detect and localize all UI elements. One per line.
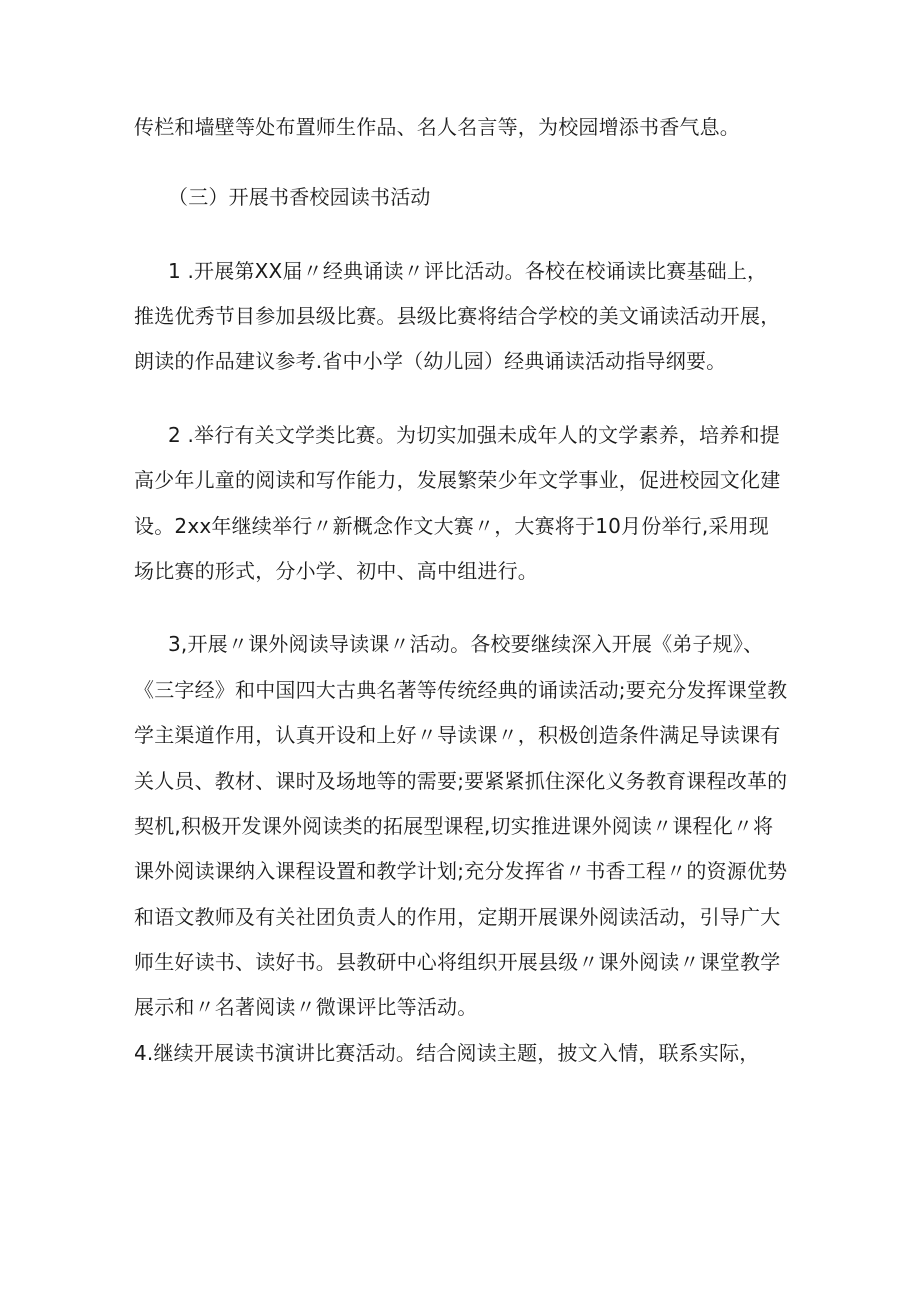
item-3-line-5: 契机,积极开发课外阅读类的拓展型课程,切实推进课外阅读〃课程化〃将 bbox=[134, 814, 774, 838]
item-3-line-6: 课外阅读课纳入课程设置和教学计划;充分发挥省〃书香工程〃的资源优势 bbox=[134, 859, 788, 883]
item-2-line-4: 场比赛的形式，分小学、初中、高中组进行。 bbox=[134, 559, 538, 583]
item-1-line-1: 1 .开展第XX届〃经典诵读〃评比活动。各校在校诵读比赛基础上， bbox=[168, 259, 768, 283]
item-3-line-9: 展示和〃名著阅读〃微课评比等活动。 bbox=[134, 995, 478, 1019]
item-2-line-3: 设。2xx年继续举行〃新概念作文大赛〃，大赛将于10月份举行,采用现 bbox=[134, 514, 770, 538]
item-4-line-1: 4.继续开展读书演讲比赛活动。结合阅读主题，披文入情，联系实际， bbox=[134, 1041, 760, 1065]
text-line-continuation: 传栏和墙壁等处布置师生作品、名人名言等，为校园增添书香气息。 bbox=[134, 115, 740, 139]
item-2-line-2: 高少年儿童的阅读和写作能力，发展繁荣少年文学事业，促进校园文化建 bbox=[134, 468, 781, 492]
section-heading: （三）开展书香校园读书活动 bbox=[168, 185, 431, 209]
item-3-line-1: 3,开展〃课外阅读导读课〃活动。各校要继续深入开展《弟子规》、 bbox=[168, 632, 764, 656]
item-3-line-7: 和语文教师及有关社团负责人的作用，定期开展课外阅读活动，引导广大 bbox=[134, 905, 781, 929]
item-3-line-8: 师生好读书、读好书。县教研中心将组织开展县级〃课外阅读〃课堂教学 bbox=[134, 950, 781, 974]
item-3-line-2: 《三字经》和中国四大古典名著等传统经典的诵读活动;要充分发挥课堂教 bbox=[134, 678, 788, 702]
item-2-line-1: 2 .举行有关文学类比赛。为切实加强未成年人的文学素养，培养和提 bbox=[168, 423, 780, 447]
item-1-line-3: 朗读的作品建议参考.省中小学（幼儿园）经典诵读活动指导纲要。 bbox=[134, 349, 727, 373]
item-3-line-4: 关人员、教材、课时及场地等的需要;要紧紧抓住深化义务教育课程改革的 bbox=[134, 769, 788, 793]
item-1-line-2: 推选优秀节目参加县级比赛。县级比赛将结合学校的美文诵读活动开展， bbox=[134, 304, 781, 328]
item-3-line-3: 学主渠道作用，认真开设和上好〃导读课〃，积极创造条件满足导读课有 bbox=[134, 723, 781, 747]
